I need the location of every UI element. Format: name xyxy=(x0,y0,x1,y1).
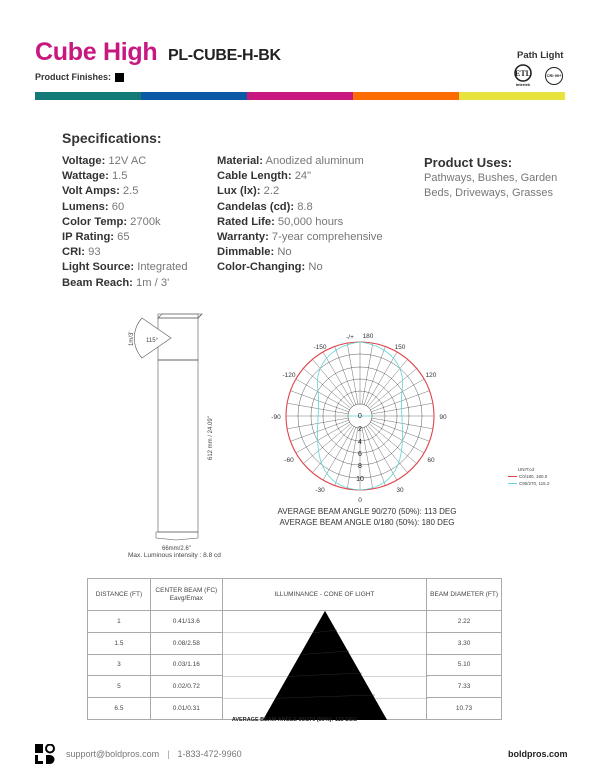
spec-wattage: Wattage: 1.5 xyxy=(62,170,128,183)
table-row: 5 0.02/0.72 7.33 xyxy=(88,676,502,698)
support-phone[interactable]: 1-833-472-9960 xyxy=(177,749,242,759)
svg-text:ETL: ETL xyxy=(514,69,532,78)
website-link[interactable]: boldpros.com xyxy=(508,749,568,759)
color-segment-orange xyxy=(353,92,459,100)
cone-of-light-graphic xyxy=(223,611,428,720)
product-title xyxy=(35,38,281,67)
svg-text:60: 60 xyxy=(427,457,435,464)
beam-angle-90-270: AVERAGE BEAM ANGLE 90/270 (50%): 113 DEG xyxy=(277,507,457,516)
table-header-row xyxy=(88,579,502,611)
svg-text:0: 0 xyxy=(358,413,362,420)
svg-text:Intertek: Intertek xyxy=(515,82,531,87)
svg-text:10: 10 xyxy=(356,476,364,483)
product-category: Path Light xyxy=(517,50,564,61)
table-caption: AVERAGE BEAM ANGLE 90/270 (50%): 113 DEG xyxy=(231,717,358,723)
svg-text:-150: -150 xyxy=(313,344,327,351)
svg-text:-60: -60 xyxy=(284,457,294,464)
svg-text:8: 8 xyxy=(358,463,362,470)
spec-cri: CRI: 93 xyxy=(62,246,101,259)
svg-text:90: 90 xyxy=(439,414,447,421)
svg-text:-/+: -/+ xyxy=(346,334,354,341)
svg-text:0: 0 xyxy=(358,497,362,504)
spec-lux: Lux (lx): 2.2 xyxy=(217,185,280,198)
product-dimension-drawing xyxy=(100,310,260,550)
svg-text:180: 180 xyxy=(362,333,374,340)
header-center-beam: CENTER BEAM (FC) Eavg/Emax xyxy=(150,579,222,611)
spec-ip-rating: IP Rating: 65 xyxy=(62,231,130,244)
finish-swatch-black xyxy=(115,73,124,82)
spec-candelas: Candelas (cd): 8.8 xyxy=(217,200,313,213)
product-name: Cube High xyxy=(35,38,158,66)
spec-beam-reach: Beam Reach: 1m / 3' xyxy=(62,276,170,289)
specs-left-column xyxy=(62,154,188,291)
legend-item-c0-180: C0/180, 180.0 xyxy=(508,473,549,480)
svg-text:66mm/2.6": 66mm/2.6" xyxy=(162,546,191,550)
color-segment-teal xyxy=(35,92,141,100)
spec-light-source: Light Source: Integrated xyxy=(62,261,188,274)
svg-text:120: 120 xyxy=(425,372,437,379)
svg-text:115°: 115° xyxy=(146,338,158,344)
color-segment-magenta xyxy=(247,92,353,100)
finishes-label: Product Finishes: xyxy=(35,72,112,82)
product-uses-text: Pathways, Bushes, Garden Beds, Driveways, Grasses xyxy=(424,172,558,199)
footer-contact: support@boldpros.com | 1-833-472-9960 xyxy=(66,749,242,759)
spec-color-changing: Color-Changing: No xyxy=(217,261,323,274)
svg-text:-90: -90 xyxy=(271,414,281,421)
bold-logo-icon xyxy=(35,744,55,764)
svg-text:-30: -30 xyxy=(315,487,325,494)
color-segment-yellow xyxy=(459,92,565,100)
header-beam-diameter: BEAM DIAMETER (FT) xyxy=(427,579,502,611)
spec-lumens: Lumens: 60 xyxy=(62,200,125,213)
svg-text:4: 4 xyxy=(358,439,362,446)
cone-of-light-cell xyxy=(222,611,426,720)
brand-color-bar xyxy=(35,92,565,100)
legend-swatch-cyan xyxy=(508,483,517,484)
beam-angle-summary xyxy=(262,507,472,528)
header-distance: DISTANCE (FT) xyxy=(88,579,151,611)
svg-text:-120: -120 xyxy=(282,372,296,379)
max-luminous-intensity: Max. Luminous intensity : 8.8 cd xyxy=(128,552,221,559)
svg-text:6: 6 xyxy=(358,451,362,458)
table-row: 1 0.41/13.6 2.22 xyxy=(88,611,502,633)
header-illuminance: ILLUMINANCE - CONE OF LIGHT xyxy=(222,579,426,611)
legend-swatch-red xyxy=(508,476,517,477)
spec-volt-amps: Volt Amps: 2.5 xyxy=(62,185,139,198)
support-email-link[interactable]: support@boldpros.com xyxy=(66,749,160,759)
legend-item-c90-270: C90/270, 115.2 xyxy=(508,480,549,487)
color-segment-blue xyxy=(141,92,247,100)
table-row: 6.5 0.01/0.31 10.73 xyxy=(88,698,502,720)
legend-unit: UNIT:cd xyxy=(518,467,535,472)
etl-certification-icon xyxy=(510,63,536,89)
specifications-heading: Specifications: xyxy=(62,130,162,146)
polar-photometric-chart xyxy=(262,326,462,506)
table-row: 3 0.03/1.16 5.10 xyxy=(88,654,502,676)
specs-right-column xyxy=(217,154,383,276)
illuminance-table xyxy=(87,578,502,720)
spec-dimmable: Dimmable: No xyxy=(217,246,292,259)
product-sku: PL-CUBE-H-BK xyxy=(167,47,281,64)
spec-warranty: Warranty: 7-year comprehensive xyxy=(217,231,383,244)
svg-text:30: 30 xyxy=(396,487,404,494)
cri-certification-icon: CRI 90+ xyxy=(545,67,563,85)
spec-voltage: Voltage: 12V AC xyxy=(62,155,147,167)
svg-text:2: 2 xyxy=(358,426,362,433)
spec-material: Material: Anodized aluminum xyxy=(217,155,364,167)
beam-angle-0-180: AVERAGE BEAM ANGLE 0/180 (50%): 180 DEG xyxy=(279,517,455,527)
product-uses-heading: Product Uses: xyxy=(424,155,513,170)
svg-text:612 mm / 24.09": 612 mm / 24.09" xyxy=(208,416,214,460)
table-row: 1.5 0.08/2.58 3.30 xyxy=(88,632,502,654)
polar-chart-legend xyxy=(508,466,549,487)
svg-text:150: 150 xyxy=(394,344,406,351)
spec-rated-life: Rated Life: 50,000 hours xyxy=(217,215,344,228)
spec-cable-length: Cable Length: 24" xyxy=(217,170,312,183)
spec-color-temp: Color Temp: 2700k xyxy=(62,215,161,228)
svg-text:1m/3': 1m/3' xyxy=(129,331,135,346)
product-finishes xyxy=(35,72,124,82)
